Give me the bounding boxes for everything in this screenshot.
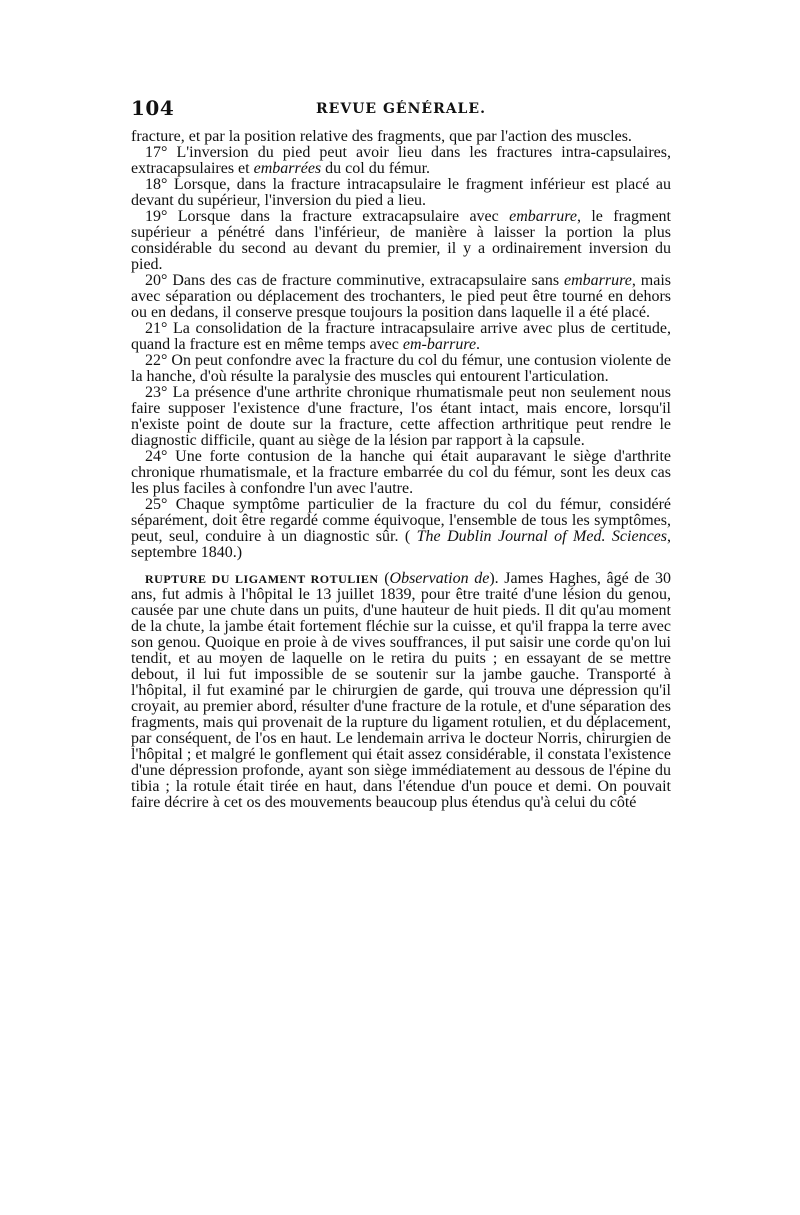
paragraph-text: fracture, et par la position relative des fragments, que par l'action des muscles. bbox=[131, 128, 632, 145]
paragraph-text: 25° Chaque symptôme particulier de la fracture du col du fémur, considéré séparément, doit être regardé comme équivoque, l'ensemble de tous les symptômes, peut, seul, conduire à un diagnostic sûr. ( bbox=[131, 496, 671, 545]
section-text: James Haghes, âgé de 30 ans, fut admis à l'hôpital le 13 juillet 1839, pour être traité d'une lésion du genou, causée par une chute dans un puits, d'une hauteur de huit pieds. Il dit qu'au moment de la chute, la jambe était fortement fléchie sur la cuisse, et qu'il frappa la terre avec son genou. Quoique en proie à de vives souffrances, il put saisir une corde qu'on lui tendit, et au moyen de laquelle on le retira du puits ; en essayant de se mettre debout, il lui fut impossible de se soutenir sur la jambe gauche. Transporté à l'hôpital, il fut examiné par le chirurgien de garde, qui trouva une dépression qu'il croyait, au premier abord, résulter d'une fracture de la rotule, et d'une séparation des fragments, mais qui provenait de la rupture du ligament rotulien, et du déplacement, par conséquent, de l'os en haut. Le lendemain arriva le docteur Norris, chirurgien de l'hôpital ; et malgré le gonflement qui était assez considérable, il constata l'existence d'une dépression profonde, ayant son siège immédiatement au dessous de l'épine du tibia ; la rotule était tirée en haut, dans l'étendue d'un pouce et demi. On pouvait faire décrire à cet os des mouvements beaucoup plus étendus qu'à celui du côté bbox=[131, 570, 671, 811]
paragraph-text: 21° La consolidation de la fracture intracapsulaire arrive avec plus de certitude, quand la fracture est en même temps avec bbox=[131, 320, 671, 353]
body-text bbox=[131, 129, 671, 811]
paragraph bbox=[131, 385, 671, 449]
paragraph bbox=[131, 209, 671, 273]
page-header bbox=[131, 96, 671, 120]
paragraph-text: , le fragment supérieur a pénétré dans l'inférieur, de manière à laisser la portion la plus considérable du second au devant du premier, il y a ordinairement inversion du pied. bbox=[131, 208, 671, 273]
emphasis: embarrées bbox=[253, 160, 322, 177]
paragraph bbox=[131, 449, 671, 497]
section-subheading: ( bbox=[378, 570, 390, 587]
emphasis: embarrure bbox=[509, 208, 577, 225]
emphasis: Observation de bbox=[389, 570, 490, 587]
paragraph-text: 23° La présence d'une arthrite chronique rhumatismale peut non seulement nous faire supposer l'existence d'une fracture, l'os étant intact, mais encore, lorsqu'il n'existe point de doute sur la fracture, cette affection arthritique peut rendre le diagnostic difficile, quant au siège de la lésion par rapport à la capsule. bbox=[131, 384, 671, 449]
section-paragraph bbox=[131, 571, 671, 811]
paragraph bbox=[131, 353, 671, 385]
emphasis: embarrure bbox=[564, 272, 632, 289]
paragraph-text: 22° On peut confondre avec la fracture du col du fémur, une contusion violente de la hanche, d'où résulte la paralysie des muscles qui entourent l'articulation. bbox=[131, 352, 672, 385]
section-subheading: ). bbox=[489, 570, 505, 587]
paragraph-text: 18° Lorsque, dans la fracture intracapsulaire le fragment inférieur est placé au devant du supérieur, l'inversion du pied a lieu. bbox=[131, 176, 671, 209]
paragraph-text: , mais avec séparation ou déplacement des trochanters, le pied peut être tourné en dehors ou en dedans, il conserve presque toujours la position dans laquelle il a été placé. bbox=[131, 272, 672, 321]
paragraph-text: , septembre 1840.) bbox=[131, 528, 672, 561]
paragraph-text: 20° Dans des cas de fracture comminutive, extracapsulaire sans bbox=[145, 272, 565, 289]
page-number: 104 bbox=[131, 96, 175, 120]
paragraph bbox=[131, 145, 671, 177]
paragraph bbox=[131, 321, 671, 353]
paragraph-text: 19° Lorsque dans la fracture extracapsulaire avec bbox=[145, 208, 510, 225]
paragraph-text: . bbox=[476, 336, 481, 353]
paragraph-text: 24° Une forte contusion de la hanche qui était auparavant le siège d'arthrite chronique rhumatismale, et la fracture embarrée du col du fémur, sont les deux cas les plus faciles à confondre l'un avec l'autre. bbox=[131, 448, 671, 497]
running-title: REVUE GÉNÉRALE. bbox=[316, 101, 486, 117]
paragraph-text: du col du fémur. bbox=[321, 160, 431, 177]
section-heading: RUPTURE DU LIGAMENT ROTULIEN bbox=[145, 572, 379, 586]
paragraph bbox=[131, 273, 671, 321]
paragraph bbox=[131, 497, 671, 561]
paragraph bbox=[131, 177, 671, 209]
paragraph-text: 17° L'inversion du pied peut avoir lieu dans les fractures intra-capsulaires, extracapsulaires et bbox=[131, 144, 671, 177]
paragraph bbox=[131, 129, 671, 145]
emphasis: The Dublin Journal of Med. Sciences bbox=[416, 528, 668, 545]
emphasis: em-barrure bbox=[402, 336, 477, 353]
